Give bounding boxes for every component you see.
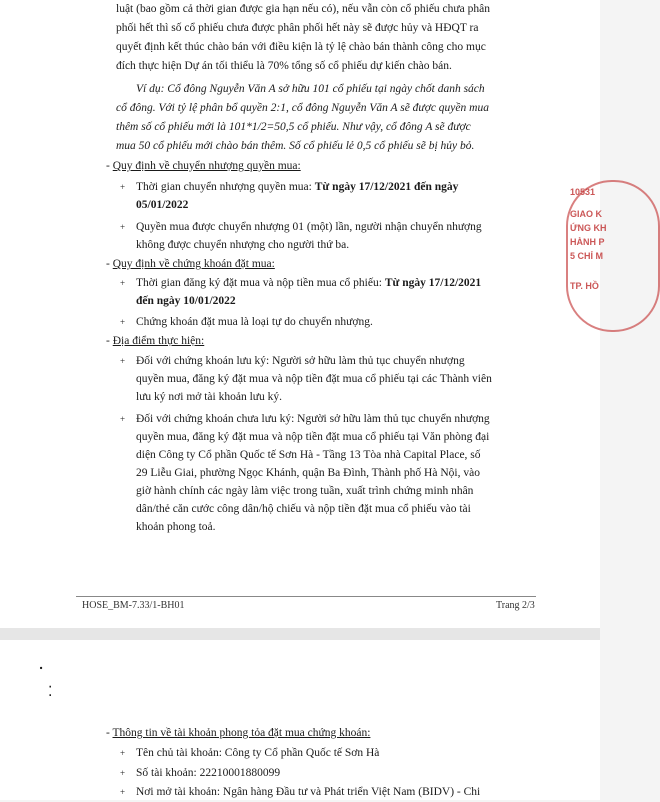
example-line: cổ đông. Với tỷ lệ phân bổ quyền 2:1, cổ đông Nguyễn Văn A sẽ được quyền mua: [116, 102, 489, 114]
paragraph-line: phối hết thì số cổ phiếu chưa được phân phối hết này sẽ được hủy và HĐQT ra: [116, 22, 479, 34]
list-item-continued: 29 Liễu Giai, phường Ngọc Khánh, quận Ba Đình, Thành phố Hà Nội, vào: [136, 467, 480, 479]
list-item: [136, 178, 540, 197]
list-item-continued: giờ hành chính các ngày làm việc trong tuần, xuất trình chứng minh nhân: [136, 485, 474, 497]
item-bold-date: đến ngày 10/01/2022: [136, 295, 236, 307]
item-bold-date: Từ ngày 17/12/2021 đến ngày: [314, 181, 459, 193]
section-heading-location: [106, 332, 204, 350]
paragraph-line: đích thực hiện Dự án tối thiểu là 70% tổng số cổ phiếu dự kiến chào bán.: [116, 60, 452, 72]
section-heading-text: Địa điểm thực hiện:: [112, 335, 205, 347]
list-item-continued: diện Công ty Cổ phần Quốc tế Sơn Hà - Tầng 13 Tòa nhà Capital Place, số: [136, 449, 481, 461]
section-heading-subscription: [106, 255, 275, 273]
list-item: [136, 274, 540, 293]
bullet-marker: +: [120, 317, 126, 327]
item-text: Thời gian đăng ký đặt mua và nộp tiền mua cổ phiếu:: [136, 277, 385, 289]
stamp-text: ỨNG KH: [570, 223, 607, 233]
dash-marker: -: [106, 258, 110, 270]
document-page-3: [0, 640, 600, 800]
bullet-marker: +: [120, 182, 126, 192]
list-item: Đối với chứng khoán lưu ký: Người sở hữu làm thủ tục chuyển nhượng: [136, 355, 465, 367]
dash-marker: -: [106, 727, 110, 739]
section-heading-text: Thông tin về tài khoản phong tỏa đặt mua chứng khoán:: [112, 727, 371, 739]
footer-rule: [76, 596, 536, 597]
item-bold-date: 05/01/2022: [136, 199, 189, 211]
footer-page-number: Trang 2/3: [496, 600, 535, 611]
red-seal-stamp: [560, 180, 620, 330]
list-item-continued: lưu ký nơi mở tài khoản lưu ký.: [136, 391, 283, 403]
stamp-text: HÀNH P: [570, 237, 605, 247]
bullet-marker: +: [120, 748, 126, 758]
example-line: Ví dụ: Cổ đông Nguyễn Văn A sở hữu 101 cổ phiếu tại ngày chốt danh sách: [136, 83, 485, 95]
stamp-text: 5 CHÍ M: [570, 251, 604, 261]
paragraph-line: luật (bao gồm cả thời gian được gia hạn nếu có), nếu vẫn còn cổ phiếu chưa phân: [116, 3, 490, 15]
list-item-continued: quyền mua, đăng ký đặt mua và nộp tiền đặt mua cổ phiếu tại các Thành viên: [136, 373, 492, 385]
bullet-marker: +: [120, 768, 126, 778]
section-heading-text: Quy định về chứng khoán đặt mua:: [112, 258, 275, 270]
list-item-continued: khoản phong toả.: [136, 521, 216, 533]
list-item-continued: không được chuyển nhượng cho người thứ ba.: [136, 239, 350, 251]
list-item-continued: [136, 196, 540, 215]
bullet-marker: +: [120, 356, 126, 366]
list-item-continued: quyền mua, đăng ký đặt mua và nộp tiền đặt mua cổ phiếu tại Văn phòng đại: [136, 431, 490, 443]
list-item: Tên chủ tài khoản: Công ty Cổ phần Quốc tế Sơn Hà: [136, 747, 380, 759]
list-item: Đối với chứng khoán chưa lưu ký: Người sở hữu làm thủ tục chuyển nhượng: [136, 413, 490, 425]
section-heading-account: [106, 724, 370, 742]
bullet-marker: +: [120, 278, 126, 288]
list-item-continued: dân/thẻ căn cước công dân/hộ chiếu và nộp tiền đặt mua cổ phiếu vào tài: [136, 503, 471, 515]
bullet-marker: +: [120, 414, 126, 424]
stamp-text: TP. HỒ: [570, 281, 599, 291]
list-item-continued: [136, 292, 540, 311]
list-item: Nơi mở tài khoản: Ngân hàng Đầu tư và Phát triển Việt Nam (BIDV) - Chi: [136, 786, 481, 798]
list-item: Số tài khoản: 22210001880099: [136, 767, 281, 779]
dash-marker: -: [106, 160, 110, 172]
paragraph-line: quyết định kết thúc chào bán với điều kiện là tỷ lệ chào bán thành công cho mục: [116, 41, 486, 53]
list-item: Chứng khoán đặt mua là loại tự do chuyển nhượng.: [136, 316, 373, 328]
section-heading-transfer: [106, 157, 301, 175]
scan-mark: ⁚: [48, 685, 53, 700]
list-item: Quyền mua được chuyển nhượng 01 (một) lần, người nhận chuyển nhượng: [136, 221, 482, 233]
example-line: thêm số cổ phiếu mới là 101*1/2=50,5 cổ phiếu. Như vậy, cổ đông A sẽ được: [116, 121, 471, 133]
item-text: Thời gian chuyển nhượng quyền mua:: [136, 181, 315, 193]
stamp-text: GIAO K: [570, 209, 603, 219]
page-separator: [0, 628, 600, 640]
bullet-marker: +: [120, 222, 126, 232]
example-line: mua 50 cổ phiếu mới chào bán thêm. Số cổ phiếu lẻ 0,5 cổ phiếu sẽ bị hủy bỏ.: [116, 140, 475, 152]
bullet-marker: +: [120, 787, 126, 797]
footer-form-code: HOSE_BM-7.33/1-BH01: [82, 600, 185, 611]
stamp-text: 10531: [570, 187, 596, 197]
section-heading-text: Quy định về chuyển nhượng quyền mua:: [112, 160, 301, 172]
item-bold-date: Từ ngày 17/12/2021: [384, 277, 482, 289]
scan-mark: ⠂: [38, 663, 49, 678]
dash-marker: -: [106, 335, 110, 347]
